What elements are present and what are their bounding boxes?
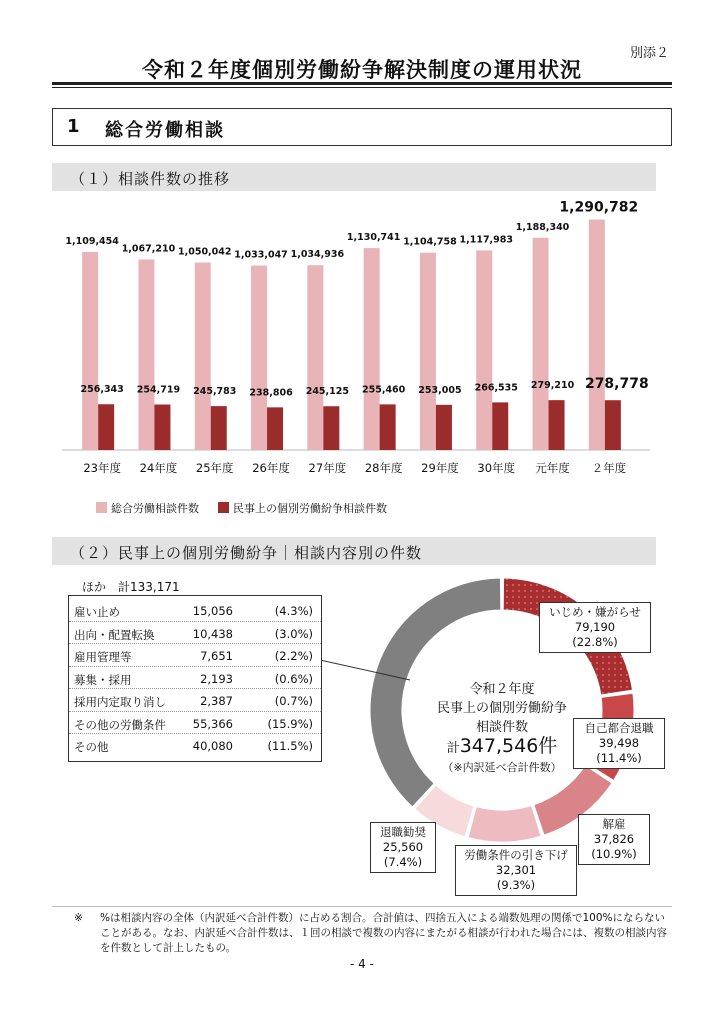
x-tick-label: 30年度 bbox=[477, 461, 516, 475]
slice-label-harassment bbox=[539, 602, 651, 653]
slice-count: 79,190 bbox=[574, 620, 616, 634]
x-tick-label: 25年度 bbox=[195, 461, 234, 475]
x-tick-label: 28年度 bbox=[364, 461, 403, 475]
x-tick-label: 26年度 bbox=[252, 461, 290, 475]
others-row bbox=[69, 713, 321, 735]
row-divider bbox=[69, 643, 321, 644]
slice-count: 25,560 bbox=[382, 840, 424, 854]
section-title: 総合労働相談 bbox=[105, 120, 225, 141]
slice-label-conditions bbox=[455, 845, 577, 896]
slice-count: 39,498 bbox=[598, 736, 640, 750]
data-label-civil: 245,783 bbox=[193, 386, 237, 398]
others-row-pct: (0.6%) bbox=[274, 671, 313, 686]
data-label-total: 1,117,983 bbox=[459, 234, 513, 246]
subheading-trend-text: （１）相談件数の推移 bbox=[70, 170, 231, 188]
others-row-pct: (15.9%) bbox=[267, 716, 313, 731]
others-row-count: 15,056 bbox=[192, 604, 233, 618]
data-label-civil: 238,806 bbox=[249, 387, 293, 399]
center-total: 347,546件 bbox=[459, 735, 558, 757]
slice-name: いじめ・嫌がらせ bbox=[549, 605, 641, 619]
donut-slice-conditions bbox=[468, 806, 541, 842]
others-row bbox=[69, 645, 321, 667]
data-label-total: 1,188,340 bbox=[515, 221, 570, 233]
row-divider bbox=[69, 621, 321, 622]
x-tick-label: 元年度 bbox=[535, 461, 570, 475]
center-line2: 民事上の個別労働紛争 bbox=[436, 701, 567, 716]
page-title: 令和２年度個別労働紛争解決制度の運用状況 bbox=[142, 58, 582, 82]
x-tick-label: 23年度 bbox=[83, 461, 121, 475]
data-label-total: 1,034,936 bbox=[290, 249, 345, 261]
slice-name: 解雇 bbox=[602, 817, 626, 831]
legend-label-civil: 民事上の個別労働紛争相談件数 bbox=[233, 502, 387, 515]
x-tick-label: ２年度 bbox=[591, 461, 627, 475]
x-tick-label: 27年度 bbox=[308, 461, 347, 475]
x-tick-label: 24年度 bbox=[139, 461, 178, 475]
others-row-count: 55,366 bbox=[192, 716, 233, 731]
legend-label-total: 総合労働相談件数 bbox=[111, 502, 199, 515]
others-row-count: 40,080 bbox=[192, 739, 233, 753]
others-row-count: 2,387 bbox=[200, 694, 233, 708]
others-row-label: 採用内定取り消し bbox=[74, 695, 166, 709]
footnote-text: %は相談内容の全体（内訳延べ合計件数）に占める割合。合計値は、四捨五入による端数処理の関係で100%にならないことがある。なお、内訳延べ合計件数は、１回の相談で複数の内容にまたがる相談が行われた場合には、複数の相談内容を件数として計上したもの。 bbox=[100, 912, 667, 954]
others-row-pct: (3.0%) bbox=[274, 626, 313, 641]
row-divider bbox=[69, 711, 321, 712]
others-row-label: 出向・配置転換 bbox=[74, 627, 155, 642]
slice-pct: (11.4%) bbox=[596, 751, 642, 765]
row-divider bbox=[69, 666, 321, 667]
others-row bbox=[69, 668, 321, 690]
center-line3: 相談件数 bbox=[475, 720, 528, 735]
others-row bbox=[69, 623, 321, 645]
data-label-civil: 245,125 bbox=[305, 386, 349, 398]
data-label-civil: 279,210 bbox=[530, 380, 575, 392]
others-row-pct: (0.7%) bbox=[274, 694, 313, 708]
others-row-pct: (2.2%) bbox=[274, 649, 313, 663]
section-number: 1 bbox=[67, 116, 80, 137]
others-row-count: 10,438 bbox=[192, 626, 233, 641]
others-row bbox=[69, 690, 321, 712]
others-breakdown-table bbox=[68, 595, 322, 762]
slice-name: 自己都合退職 bbox=[584, 721, 654, 735]
footnote bbox=[52, 906, 672, 956]
data-label-civil: 254,719 bbox=[136, 384, 181, 396]
page-number: - 4 - bbox=[350, 957, 374, 971]
data-label-total: 1,050,042 bbox=[178, 246, 232, 258]
slice-name: 労働条件の引き下げ bbox=[464, 848, 568, 862]
slice-pct: (22.8%) bbox=[572, 635, 618, 649]
others-row-count: 7,651 bbox=[200, 649, 233, 663]
data-label-civil: 255,460 bbox=[362, 384, 406, 396]
slice-name: 退職勧奨 bbox=[380, 825, 426, 839]
center-prefix: 計 bbox=[446, 741, 460, 756]
slice-pct: (10.9%) bbox=[591, 847, 637, 861]
slice-pct: (9.3%) bbox=[496, 878, 536, 892]
others-row-label: 雇い止め bbox=[74, 605, 120, 619]
others-row-count: 2,193 bbox=[200, 671, 233, 686]
others-row bbox=[69, 600, 321, 622]
slice-label-dismissal bbox=[578, 814, 650, 865]
others-row-label: その他の労働条件 bbox=[74, 717, 166, 732]
slice-count: 37,826 bbox=[593, 832, 635, 846]
others-row-label: 募集・採用 bbox=[74, 672, 132, 687]
data-label-total: 1,130,741 bbox=[346, 232, 401, 244]
data-label-total: 1,290,782 bbox=[559, 199, 639, 216]
footnote-mark: ※ bbox=[74, 912, 83, 924]
others-row-pct: (4.3%) bbox=[274, 604, 313, 618]
others-row-label: 雇用管理等 bbox=[74, 650, 132, 664]
data-label-civil: 253,005 bbox=[418, 384, 462, 396]
row-divider bbox=[69, 733, 321, 734]
slice-label-resignation bbox=[573, 718, 665, 769]
others-row bbox=[69, 735, 321, 757]
data-label-civil: 278,778 bbox=[584, 376, 649, 393]
data-label-total: 1,109,454 bbox=[65, 235, 119, 247]
data-label-total: 1,067,210 bbox=[121, 243, 176, 255]
data-label-civil: 256,343 bbox=[80, 384, 124, 396]
data-label-total: 1,033,047 bbox=[234, 249, 288, 261]
data-label-civil: 266,535 bbox=[474, 382, 518, 394]
center-line1: 令和２年度 bbox=[469, 682, 535, 697]
others-row-pct: (11.5%) bbox=[267, 739, 313, 753]
slice-pct: (7.4%) bbox=[383, 855, 423, 869]
others-total: ほか 計133,171 bbox=[82, 580, 180, 594]
donut-center-label bbox=[412, 680, 592, 777]
data-label-total: 1,104,758 bbox=[403, 236, 457, 248]
others-row-label: その他 bbox=[74, 740, 109, 754]
slice-count: 32,301 bbox=[495, 863, 537, 877]
annex-label: 別添２ bbox=[630, 46, 670, 61]
center-note: （※内訳延べ合計件数） bbox=[442, 761, 562, 774]
x-tick-label: 29年度 bbox=[421, 461, 459, 475]
row-divider bbox=[69, 688, 321, 689]
slice-label-retirement bbox=[370, 822, 436, 873]
subheading-breakdown-text: （２）民事上の個別労働紛争｜相談内容別の件数 bbox=[70, 544, 423, 562]
